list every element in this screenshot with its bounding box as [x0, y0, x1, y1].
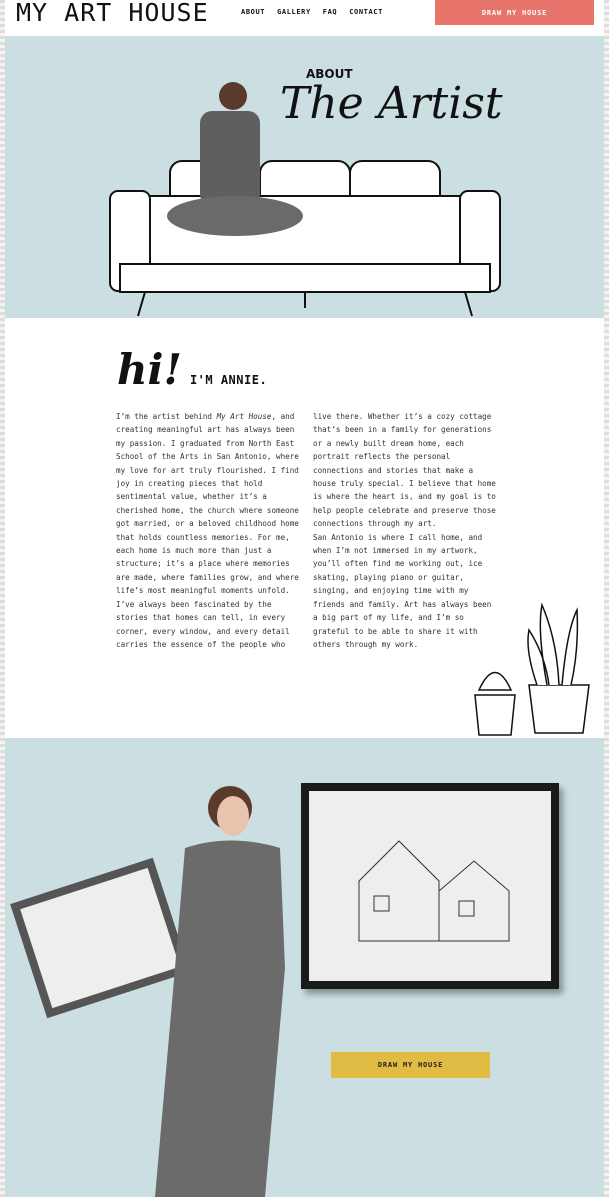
nav-about[interactable]: ABOUT: [241, 8, 266, 16]
bio-text-1b: , and creating meaningful art has always been my passion. I graduated from North East School of the Arts in San Antonio, where my love for art truly flourished. I find joy in creating pieces that hold sentimental value, whether it’s a cherished home, the church where someone got married, or a beloved childhood home that holds countless memories. For me, each home is much more than just a structure; it’s a place where memories are made, where families grow, and where life’s most meaningful moments unfold. I’ve always been fascinated by the stories that homes can tell, in every corner, every window, and every detail carries the essence of the people who live there. Whether it’s a cozy cottage that’s been in a family for generations or a newly built dream home, each portrait reflects the personal connections and stories that make a house truly special. I believe that home is where the heart is, and my goal is to help people celebrate and preserve those connections through my art.: [116, 412, 496, 649]
hero-section: [5, 36, 604, 318]
about-label: ABOUT: [306, 67, 353, 81]
house-sketch: [309, 791, 551, 981]
intro-section: [5, 318, 604, 738]
artist-photo-standing: [115, 738, 335, 1197]
nav-gallery[interactable]: GALLERY: [277, 8, 311, 16]
plants-illustration: [467, 600, 607, 740]
framed-house-drawing: [301, 783, 559, 989]
bio-text: [116, 410, 496, 700]
brand-name-italic: My Art House: [216, 412, 272, 421]
page-border-right: [604, 0, 609, 1197]
nav-faq[interactable]: FAQ: [322, 8, 338, 16]
draw-my-house-button[interactable]: DRAW MY HOUSE: [331, 1052, 490, 1078]
greeting-heading: [117, 345, 268, 394]
hi-heading: hi!: [117, 345, 182, 394]
site-logo[interactable]: MY ART HOUSE: [16, 0, 209, 27]
draw-my-house-header-button[interactable]: DRAW MY HOUSE: [435, 0, 594, 25]
site-header: [5, 0, 604, 36]
main-nav: [241, 8, 395, 16]
bio-paragraph-2: San Antonio is where I call home, and when I’m not immersed in my artwork, you’ll often find me working out, ice skating, playing piano or guitar, singing, and enjoying time with my friends and family. Art has always been a big part of my life, and I’m so grateful to be able to share it with others through my work.: [313, 532, 492, 649]
name-heading: I'M ANNIE.: [189, 373, 268, 387]
gallery-section: [5, 738, 604, 1197]
about-heading: [280, 68, 503, 127]
bio-text-1a: I’m the artist behind: [116, 412, 217, 421]
the-artist-title: The Artist: [280, 78, 503, 129]
nav-contact[interactable]: CONTACT: [349, 8, 383, 16]
